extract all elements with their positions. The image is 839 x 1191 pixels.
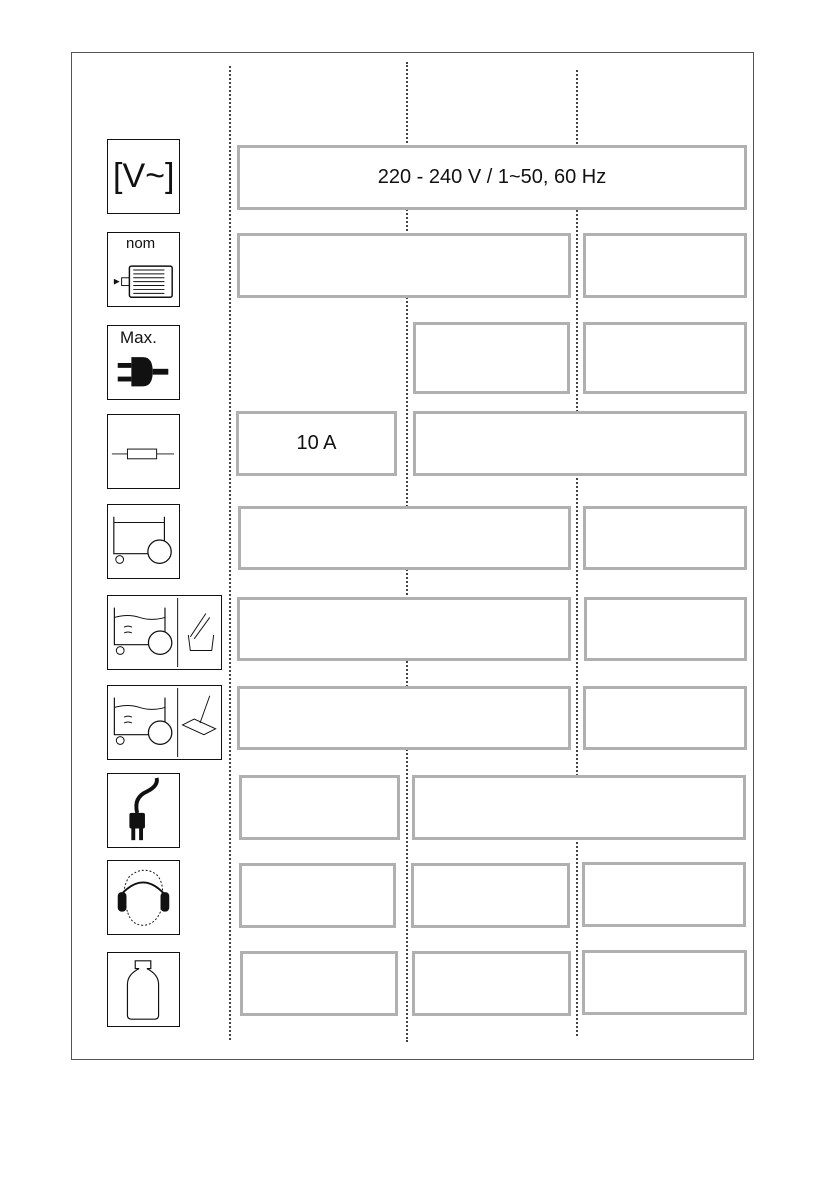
column-separator <box>576 70 578 1036</box>
motor-icon-label: nom <box>126 235 156 252</box>
fuse-icon <box>107 414 180 489</box>
plug-icon-label: Max. <box>120 328 157 347</box>
voltage-value-box <box>237 145 747 210</box>
liquid-floor-box-1 <box>237 686 571 750</box>
voltage-icon <box>107 139 180 214</box>
noise-box-3 <box>582 862 746 927</box>
weight-box-3 <box>582 950 747 1015</box>
fuse-value-box <box>236 411 397 476</box>
liquid-floor-box-2 <box>583 686 747 750</box>
voltage-icon-label: [V~] <box>113 157 175 195</box>
tank-icon <box>107 504 180 579</box>
cable-box-1 <box>239 775 400 840</box>
tank-liquid-icon <box>107 595 222 670</box>
nominal-power-box-1 <box>237 233 571 298</box>
max-power-box-2 <box>583 322 747 394</box>
voltage-value: 220 - 240 V / 1~50, 60 Hz <box>377 166 607 188</box>
weight-box-2 <box>412 951 571 1016</box>
ear-protection-icon <box>107 860 180 935</box>
liquid-capacity-box-2 <box>584 597 747 661</box>
nominal-power-box-2 <box>583 233 747 298</box>
liquid-capacity-box-1 <box>237 597 571 661</box>
fuse-box-2 <box>413 411 747 476</box>
noise-box-1 <box>239 863 396 928</box>
weight-icon <box>107 952 180 1027</box>
column-separator <box>229 66 231 1040</box>
tank-floor-icon <box>107 685 222 760</box>
weight-box-1 <box>240 951 398 1016</box>
noise-box-2 <box>411 863 570 928</box>
max-power-box-1 <box>413 322 570 394</box>
plug-icon <box>107 325 180 400</box>
motor-icon <box>107 232 180 307</box>
fuse-value: 10 A <box>296 432 337 454</box>
power-cable-icon <box>107 773 180 848</box>
tank-volume-box-2 <box>583 506 747 570</box>
tank-volume-box-1 <box>238 506 571 570</box>
cable-box-2 <box>412 775 746 840</box>
